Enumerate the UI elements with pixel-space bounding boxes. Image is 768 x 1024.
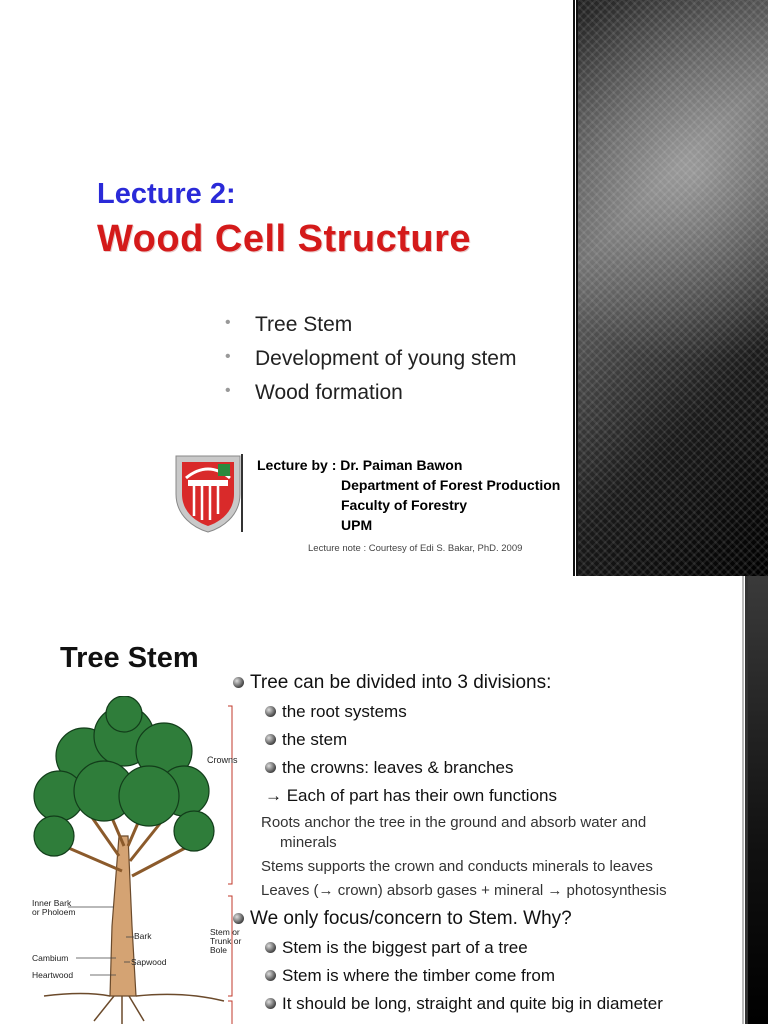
- bullet-icon: [265, 706, 276, 717]
- slide2-dark-strip: [748, 576, 768, 1024]
- bullet-icon: [265, 970, 276, 981]
- roots-text-line-1: Roots anchor the tree in the ground and absorb water and: [261, 814, 647, 831]
- stems-text: Stems supports the crown and conducts minerals to leaves: [261, 858, 653, 875]
- divisions-heading: [233, 672, 551, 694]
- slide-tree-stem: [0, 576, 768, 1024]
- division-item: [233, 702, 407, 722]
- topic-item: • Tree Stem: [222, 308, 516, 342]
- label-heartwood: Heartwood: [32, 970, 74, 980]
- label-crowns: Crowns: [207, 755, 238, 765]
- lecturer-name: Lecture by : Dr. Paiman Bawon: [257, 457, 463, 473]
- faculty-name: Faculty of Forestry: [341, 497, 468, 513]
- focus-heading-text: We only focus/concern to Stem. Why?: [250, 908, 572, 929]
- label-stem-1: Stem or: [210, 927, 240, 937]
- reason-text: Stem is the biggest part of a tree: [282, 938, 528, 957]
- bullet-icon: [233, 677, 244, 688]
- division-item: [233, 758, 514, 778]
- topic-list: [222, 308, 516, 410]
- slide2-title: Tree Stem: [60, 642, 199, 674]
- lecture-number: Lecture 2:: [97, 178, 236, 210]
- division-item: [233, 730, 347, 750]
- roots-text-line-2: minerals: [280, 834, 337, 851]
- tree-diagram: [24, 696, 249, 1024]
- reason-text: Stem is where the timber come from: [282, 966, 556, 985]
- label-stem-2: Trunk or: [210, 936, 242, 946]
- university-logo-icon: [174, 454, 242, 534]
- logo-divider: [241, 454, 243, 532]
- topic-item: • Development of young stem: [222, 342, 516, 376]
- decorative-dark-panel: [578, 0, 768, 576]
- leaves-text: Leaves (→ crown) absorb gases + mineral → photosynthesis: [261, 882, 667, 899]
- label-sapwood: Sapwood: [131, 957, 167, 967]
- reason-item: [233, 966, 555, 986]
- division-text: the root systems: [282, 702, 407, 721]
- courtesy-note: Lecture note : Courtesy of Edi S. Bakar, PhD. 2009: [308, 543, 523, 554]
- slide2-edge: [740, 576, 748, 1024]
- division-text: the crowns: leaves & branches: [282, 758, 514, 777]
- label-cambium: Cambium: [32, 953, 69, 963]
- bullet-icon: [265, 942, 276, 953]
- label-inner-bark-2: or Pholoem: [32, 907, 76, 917]
- department-name: Department of Forest Production: [341, 477, 561, 493]
- label-bark: Bark: [134, 931, 152, 941]
- lecturer-info: [257, 455, 560, 535]
- panel-divider: [572, 0, 578, 576]
- bullet-icon: [265, 762, 276, 773]
- reason-item: [233, 938, 528, 958]
- label-inner-bark-1: Inner Bark: [32, 898, 72, 908]
- bullet-icon: [265, 998, 276, 1009]
- reason-item: [233, 994, 663, 1014]
- lecture-title: Wood Cell Structure: [97, 218, 472, 260]
- bullet-icon: [265, 734, 276, 745]
- topic-item: • Wood formation: [222, 376, 516, 410]
- reason-text: It should be long, straight and quite big in diameter: [282, 994, 663, 1013]
- label-stem-3: Bole: [210, 945, 228, 955]
- focus-heading: [233, 908, 572, 930]
- division-text: the stem: [282, 730, 348, 749]
- divisions-heading-text: Tree can be divided into 3 divisions:: [250, 672, 552, 693]
- bullet-icon: [233, 913, 244, 924]
- functions-note: → Each of part has their own functions: [265, 786, 557, 805]
- university-name: UPM: [341, 517, 373, 533]
